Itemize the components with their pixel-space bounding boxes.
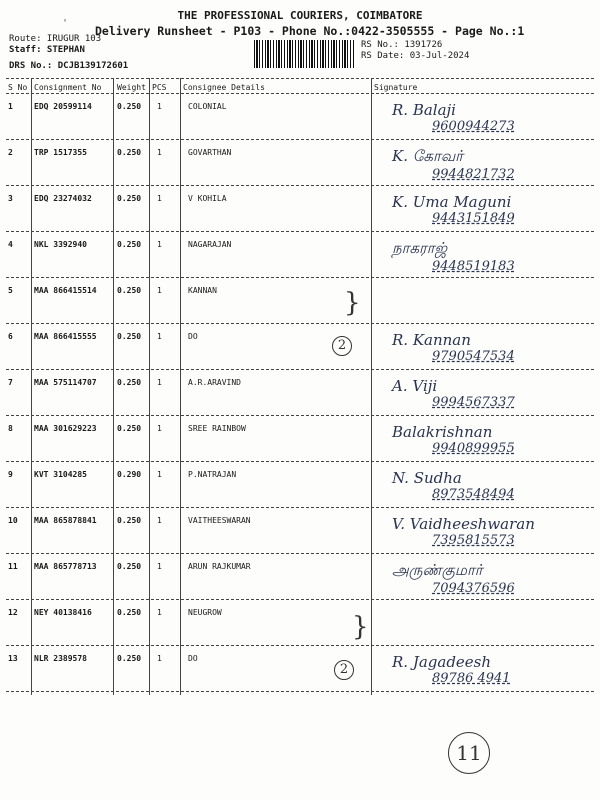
col-consignment: Consignment No xyxy=(34,83,102,92)
row-sno: 9 xyxy=(8,470,13,479)
row-pcs: 1 xyxy=(157,332,162,341)
row-sno: 7 xyxy=(8,378,13,387)
staff-label: Staff: STEPHAN xyxy=(9,45,85,55)
row-pcs: 1 xyxy=(157,378,162,387)
row-pcs: 1 xyxy=(157,608,162,617)
row-signature xyxy=(392,101,515,134)
row-pcs: 1 xyxy=(157,562,162,571)
row-sno: 13 xyxy=(8,654,18,663)
signature-name: Balakrishnan xyxy=(392,423,493,441)
row-consignment: MAA 575114707 xyxy=(34,378,97,387)
row-consignment: TRP 1517355 xyxy=(34,148,87,157)
signature-name: அருண்குமார் xyxy=(392,561,483,579)
company-title: THE PROFESSIONAL COURIERS, COIMBATORE xyxy=(177,9,423,22)
signature-phone: 89786 4941 xyxy=(432,671,511,686)
row-consignment: NEY 40138416 xyxy=(34,608,92,617)
signature-name: A. Viji xyxy=(392,377,438,395)
row-weight: 0.250 xyxy=(117,194,142,203)
signature-phone: 9790547534 xyxy=(432,349,515,364)
row-consignee: ARUN RAJKUMAR xyxy=(188,562,251,571)
rs-date: RS Date: 03-Jul-2024 xyxy=(361,51,470,61)
row-consignee: COLONIAL xyxy=(188,102,227,111)
row-weight: 0.250 xyxy=(117,378,142,387)
row-signature xyxy=(392,193,515,226)
drs-number: DRS No.: DCJB139172601 xyxy=(9,61,129,71)
row-consignment: EDQ 23274032 xyxy=(34,194,92,203)
signature-name: N. Sudha xyxy=(392,469,462,487)
row-signature xyxy=(392,377,515,410)
table-row xyxy=(0,139,600,185)
bracket-mark: } xyxy=(352,612,369,642)
signature-name: R. Balaji xyxy=(392,101,456,119)
signature-name: V. Vaidheeshwaran xyxy=(392,515,535,533)
table-row xyxy=(0,507,600,553)
col-sno: S No xyxy=(8,83,28,92)
row-weight: 0.250 xyxy=(117,562,142,571)
row-consignment: NKL 3392940 xyxy=(34,240,87,249)
row-consignment: NLR 2389578 xyxy=(34,654,87,663)
row-consignee: DO xyxy=(188,332,198,341)
row-consignment: MAA 865878841 xyxy=(34,516,97,525)
signature-phone: 9448519183 xyxy=(432,259,515,274)
table-row xyxy=(0,277,600,323)
row-consignment: MAA 866415514 xyxy=(34,286,97,295)
row-sno: 3 xyxy=(8,194,13,203)
signature-phone: 9940899955 xyxy=(432,441,515,456)
row-weight: 0.250 xyxy=(117,424,142,433)
table-row xyxy=(0,415,600,461)
bracket-mark: } xyxy=(344,288,361,318)
table-row xyxy=(0,553,600,599)
runsheet-subtitle: Delivery Runsheet - P103 - Phone No.:0422-3505555 - Page No.:1 xyxy=(95,24,525,38)
signature-phone: 9994567337 xyxy=(432,395,515,410)
table-row xyxy=(0,323,600,369)
row-pcs: 1 xyxy=(157,148,162,157)
signature-phone: 9944821732 xyxy=(432,167,515,182)
row-pcs: 1 xyxy=(157,240,162,249)
row-consignment: KVT 3104285 xyxy=(34,470,87,479)
row-consignee: GOVARTHAN xyxy=(188,148,232,157)
row-consignee: A.R.ARAVIND xyxy=(188,378,241,387)
table-row xyxy=(0,93,600,139)
row-consignee: V KOHILA xyxy=(188,194,227,203)
signature-phone: 9600944273 xyxy=(432,119,515,134)
row-signature xyxy=(392,423,515,456)
row-consignment: EDQ 20599114 xyxy=(34,102,92,111)
row-pcs: 1 xyxy=(157,516,162,525)
row-weight: 0.250 xyxy=(117,608,142,617)
row-sno: 1 xyxy=(8,102,13,111)
row-pcs: 1 xyxy=(157,470,162,479)
row-sno: 8 xyxy=(8,424,13,433)
row-weight: 0.250 xyxy=(117,332,142,341)
table-row xyxy=(0,369,600,415)
signature-phone: 7395815573 xyxy=(432,533,515,548)
col-pcs: PCS xyxy=(152,83,167,92)
table-row xyxy=(0,461,600,507)
stray-mark: ' xyxy=(62,18,69,29)
signature-name: K. கோவர் xyxy=(392,147,464,165)
table-top-rule xyxy=(6,78,594,79)
signature-name: R. Kannan xyxy=(392,331,471,349)
row-pcs: 1 xyxy=(157,654,162,663)
signature-phone: 7094376596 xyxy=(432,581,515,596)
row-signature xyxy=(392,239,515,274)
signature-phone: 8973548494 xyxy=(432,487,515,502)
group-mark: 2 xyxy=(334,660,354,680)
row-signature xyxy=(392,515,535,548)
row-consignment: MAA 301629223 xyxy=(34,424,97,433)
row-weight: 0.250 xyxy=(117,102,142,111)
signature-phone: 9443151849 xyxy=(432,211,515,226)
table-row xyxy=(0,185,600,231)
row-weight: 0.250 xyxy=(117,240,142,249)
row-consignment: MAA 866415555 xyxy=(34,332,97,341)
page-count-mark: 11 xyxy=(448,732,490,774)
row-consignee: NAGARAJAN xyxy=(188,240,232,249)
row-weight: 0.250 xyxy=(117,654,142,663)
row-pcs: 1 xyxy=(157,424,162,433)
row-sno: 2 xyxy=(8,148,13,157)
row-signature xyxy=(392,331,515,364)
col-weight: Weight xyxy=(117,83,146,92)
row-weight: 0.250 xyxy=(117,286,142,295)
row-signature xyxy=(392,561,515,596)
row-consignee: P.NATRAJAN xyxy=(188,470,237,479)
table-row xyxy=(0,645,600,691)
route-label: Route: IRUGUR 103 xyxy=(9,34,102,44)
row-weight: 0.290 xyxy=(117,470,142,479)
row-signature xyxy=(392,147,515,182)
col-consignee: Consignee Details xyxy=(183,83,265,92)
row-rule xyxy=(6,691,594,692)
signature-name: R. Jagadeesh xyxy=(392,653,492,671)
signature-name: நாகராஜ் xyxy=(392,239,448,257)
row-pcs: 1 xyxy=(157,286,162,295)
rs-number: RS No.: 1391726 xyxy=(361,40,443,50)
row-signature xyxy=(392,469,515,502)
row-sno: 5 xyxy=(8,286,13,295)
row-sno: 11 xyxy=(8,562,18,571)
signature-name: K. Uma Maguni xyxy=(392,193,512,211)
table-row xyxy=(0,231,600,277)
row-consignee: KANNAN xyxy=(188,286,217,295)
barcode xyxy=(254,40,354,68)
group-mark: 2 xyxy=(332,336,352,356)
row-weight: 0.250 xyxy=(117,148,142,157)
row-sno: 12 xyxy=(8,608,18,617)
row-consignee: DO xyxy=(188,654,198,663)
row-consignee: VAITHEESWARAN xyxy=(188,516,251,525)
col-signature: Signature xyxy=(374,83,418,92)
row-sno: 6 xyxy=(8,332,13,341)
row-pcs: 1 xyxy=(157,194,162,203)
table-row xyxy=(0,599,600,645)
row-pcs: 1 xyxy=(157,102,162,111)
row-sno: 4 xyxy=(8,240,13,249)
row-sno: 10 xyxy=(8,516,18,525)
row-consignment: MAA 865778713 xyxy=(34,562,97,571)
row-consignee: NEUGROW xyxy=(188,608,222,617)
row-consignee: SREE RAINBOW xyxy=(188,424,246,433)
row-weight: 0.250 xyxy=(117,516,142,525)
row-signature xyxy=(392,653,511,686)
